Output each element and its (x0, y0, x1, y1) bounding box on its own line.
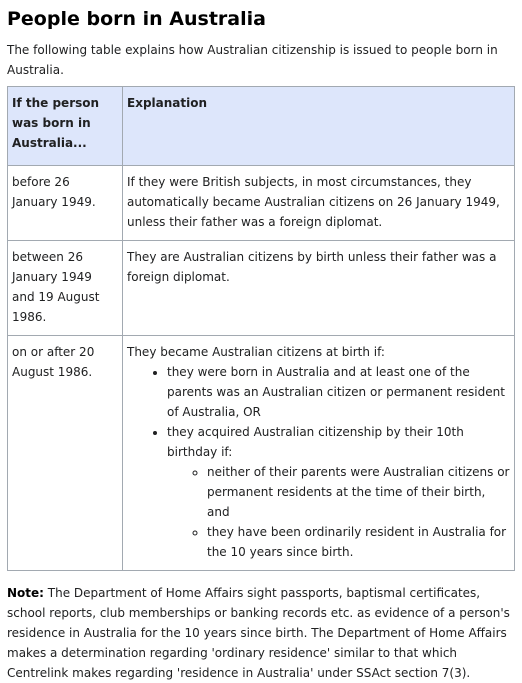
note-text: The Department of Home Affairs sight passports, baptismal certificates, school reports, club memberships or banking records etc. as evidence of a person's residence in Australia for the 10 years since birth. The Department of Home Affairs makes a determination regarding 'ordinary residence' similar to that which Centrelink makes regarding 'residence in Australia' under SSAct section 7(3). (7, 586, 510, 680)
header-birth-period: If the person was born in Australia... (8, 87, 123, 166)
sub-list-item: ◦ neither of their parents were Australian citizens or permanent residents at the time of their birth, and (207, 462, 510, 522)
condition-list (127, 362, 510, 562)
sub-list-item: ◦ they have been ordinarily resident in Australia for the 10 years since birth. (207, 522, 510, 562)
note-label: Note: (7, 586, 44, 600)
birth-period-cell: before 26 January 1949. (8, 166, 123, 241)
explanation-intro: They became Australian citizens at birth if: (127, 345, 385, 359)
list-item-text: they acquired Australian citizenship by their 10th birthday if: (167, 425, 464, 459)
sub-condition-list (167, 462, 510, 562)
explanation-cell: They are Australian citizens by birth unless their father was a foreign diplomat. (123, 241, 515, 336)
table-header-row (8, 87, 515, 166)
table-row (8, 241, 515, 336)
explanation-cell (123, 336, 515, 571)
table-row (8, 336, 515, 571)
note-paragraph (7, 583, 515, 683)
explanation-cell: If they were British subjects, in most circumstances, they automatically became Australian citizens on 26 January 1949, unless their father was a foreign diplomat. (123, 166, 515, 241)
birth-period-cell: between 26 January 1949 and 19 August 1986. (8, 241, 123, 336)
header-explanation: Explanation (123, 87, 515, 166)
list-item (167, 422, 510, 562)
intro-paragraph: The following table explains how Australian citizenship is issued to people born in Australia. (7, 43, 498, 77)
list-item: • they were born in Australia and at least one of the parents was an Australian citizen or permanent resident of Australia, OR (167, 362, 510, 422)
table-row (8, 166, 515, 241)
citizenship-table (7, 86, 515, 571)
section-heading: People born in Australia (7, 8, 266, 30)
birth-period-cell: on or after 20 August 1986. (8, 336, 123, 571)
